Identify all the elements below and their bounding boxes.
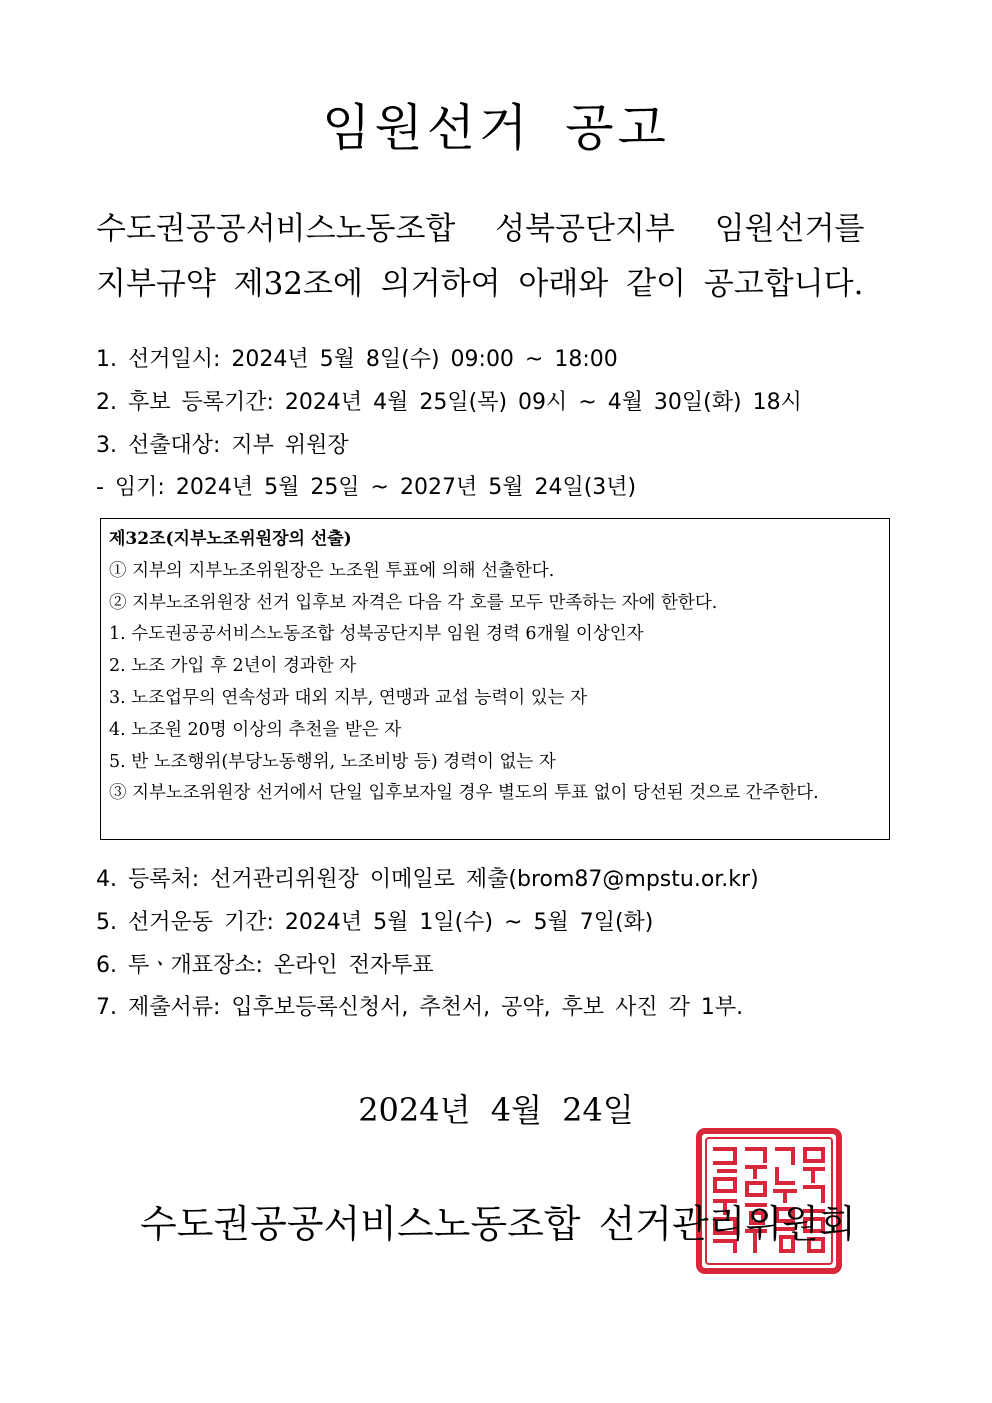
notice-date: 2024년 4월 24일 [358, 1091, 634, 1129]
organization-name: 수도권공공서비스노동조합 선거관리위원회 [140, 1202, 856, 1246]
regulation-line: 5. 반 노조행위(부당노동행위, 노조비방 등) 경력이 없는 자 [109, 751, 556, 772]
regulation-line: ① 지부의 지부노조위원장은 노조원 투표에 의해 선출한다. [109, 560, 555, 581]
regulation-box [100, 518, 890, 840]
intro-line-1: 수도권공공서비스노동조합 성북공단지부 임원선거를 [96, 211, 865, 247]
regulation-line: ② 지부노조위원장 선거 입후보 자격은 다음 각 호를 모두 만족하는 자에 한한다. [109, 592, 718, 613]
regulation-heading: 제32조(지부노조위원장의 선출) [109, 529, 352, 549]
intro-line-2: 지부규약 제32조에 의거하여 아래와 같이 공고합니다. [96, 266, 864, 302]
regulation-line: 1. 수도권공공서비스노동조합 성북공단지부 임원 경력 6개월 이상인자 [109, 624, 644, 645]
item-registration-period: 2. 후보 등록기간: 2024년 4월 25일(목) 09시 ~ 4월 30일(화) 18시 [96, 390, 802, 415]
item-term: - 임기: 2024년 5월 25일 ~ 2027년 5월 24일(3년) [96, 475, 637, 500]
regulation-line: 2. 노조 가입 후 2년이 경과한 자 [109, 656, 357, 677]
item-documents: 7. 제출서류: 입후보등록신청서, 추천서, 공약, 후보 사진 각 1부. [96, 995, 744, 1020]
item-campaign-period: 5. 선거운동 기간: 2024년 5월 1일(수) ~ 5월 7일(화) [96, 910, 654, 935]
item-election-date: 1. 선거일시: 2024년 5월 8일(수) 09:00 ~ 18:00 [96, 347, 618, 372]
regulation-line: 4. 노조원 20명 이상의 추천을 받은 자 [109, 719, 402, 740]
item-election-target: 3. 선출대상: 지부 위원장 [96, 433, 349, 458]
item-registration-place: 4. 등록처: 선거관리위원장 이메일로 제출(brom87@mpstu.or.kr) [96, 867, 759, 892]
regulation-line: 3. 노조업무의 연속성과 대외 지부, 연맹과 교섭 능력이 있는 자 [109, 687, 588, 708]
regulation-line: ③ 지부노조위원장 선거에서 단일 입후보자일 경우 별도의 투표 없이 당선된 것으로 간주한다. [109, 783, 819, 804]
page-title: 임원선거 공고 [322, 99, 670, 157]
item-voting-place: 6. 투ㆍ개표장소: 온라인 전자투표 [96, 953, 434, 978]
